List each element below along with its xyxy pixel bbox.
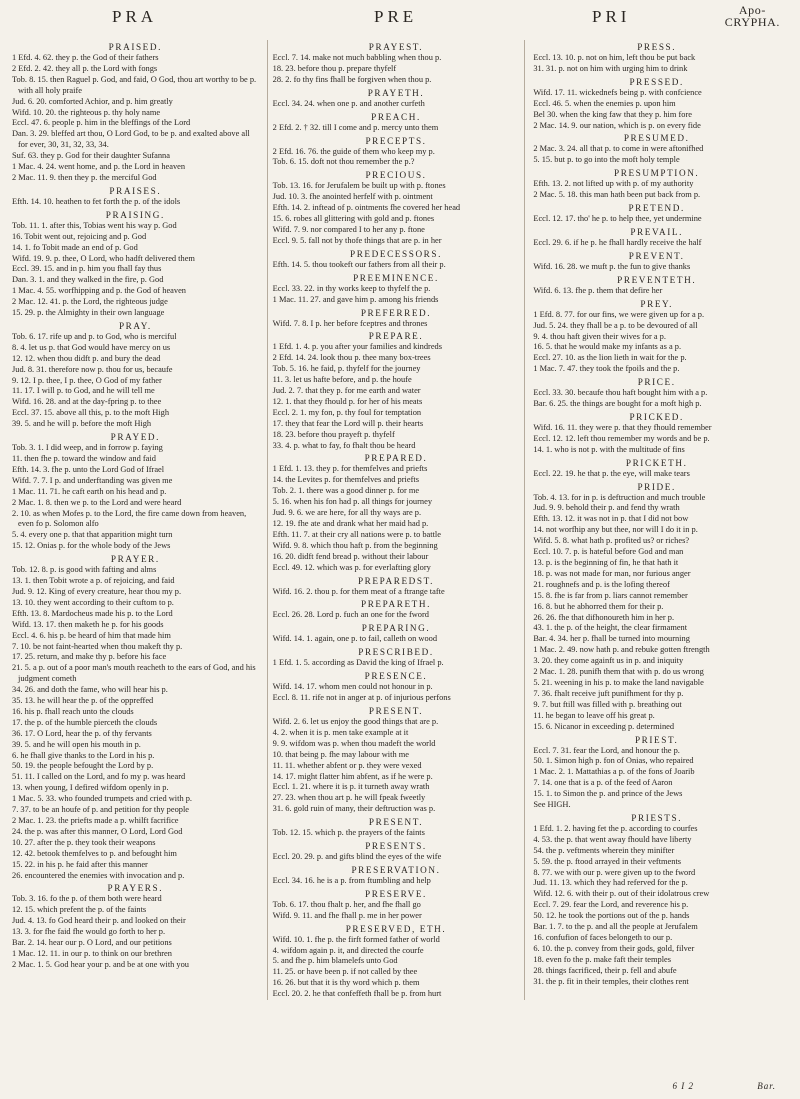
concordance-entry: Eccl. 9. 5. fall not by thofe things that are p. in her — [272, 235, 442, 245]
concordance-entry: 5. 16. when his fon had p. all things for journey — [272, 497, 433, 507]
concordance-entry: 15. 8. fhe is far from p. liars cannot remember — [533, 590, 688, 600]
concordance-entry: 13. 10. they went according to their cuftom to p. — [12, 597, 174, 607]
concordance-entry: Eccl. 2. 1. my fon, p. thy foul for temptation — [272, 407, 422, 417]
concordance-entry: Bar. 4. 34. her p. fhall be turned into mourning — [533, 634, 690, 644]
section-heading: PRAISED. — [108, 42, 163, 52]
concordance-entry: Bar. 6. 25. the things are bought for a moft high p. — [533, 399, 702, 409]
section-heading: PREVENT. — [628, 250, 685, 261]
concordance-entry: Eccl. 29. 6. if he p. he fhall hardly receive the half — [533, 237, 702, 247]
section-heading: PREVAIL. — [630, 226, 684, 237]
concordance-entry: 11. 25. or have been p. if not called by thee — [272, 967, 418, 977]
concordance-entry: Wifd. 16. 11. they were p. that they fhould remember — [533, 422, 712, 432]
concordance-entry: 2 Mac. 3. 24. all that p. to come in were aftonifhed — [533, 144, 704, 154]
concordance-entry: Tob. 2. 1. there was a good dinner p. for me — [272, 486, 420, 496]
concordance-entry: Tob. 4. 13. for in p. is deftruction and much trouble — [533, 492, 706, 502]
concordance-entry: Wifd. 6. 13. fhe p. them that defire her — [533, 285, 663, 295]
running-header — [12, 0, 780, 40]
concordance-entry: Eccl. 22. 19. he that p. the eye, will make tears — [533, 468, 690, 478]
concordance-entry: Eccl. 26. 28. Lord p. fuch an one for the fword — [272, 610, 429, 620]
concordance-entry: 35. 13. he will hear the p. of the oppreffed — [12, 696, 154, 706]
concordance-entry: 50. 12. he took the portions out of the p. hands — [533, 911, 690, 921]
concordance-entry: Tob. 3. 1. I did weep, and in forrow p. faying — [12, 443, 163, 453]
concordance-entry: Eccl. 7. 14. make not much babbling when thou p. — [272, 53, 442, 62]
concordance-entry: 36. 17. O Lord, hear the p. of thy fervants — [12, 728, 152, 738]
concordance-entry: 9. 9. wifdom was p. when thou madeft the world — [272, 738, 436, 748]
concordance-entry: Wifd. 9. 8. which thou haft p. from the beginning — [272, 540, 438, 550]
concordance-entry: Eccl. 12. 17. tho' he p. to help thee, yet undermine — [533, 214, 702, 224]
concordance-entry: Wifd. 17. 11. wickednefs being p. with confcience — [533, 87, 702, 97]
section-heading: PRESENCE. — [364, 671, 428, 682]
section-heading: PRESENT. — [368, 705, 424, 716]
concordance-entry: Jud. 8. 31. therefore now p. thou for us, becaufe — [12, 364, 173, 374]
concordance-entry: Jud. 10. 3. fhe anointed herfelf with p. ointment — [272, 192, 433, 202]
concordance-entry: Jud. 9. 9. behold their p. and fend thy wrath — [533, 503, 680, 513]
concordance-entry: Eccl. 33. 30. becaufe thou haft bought him with a p. — [533, 388, 708, 398]
concordance-entry: 12. 19. fhe ate and drank what her maid had p. — [272, 519, 429, 528]
concordance-entry: 39. 5. and he will open his mouth in p. — [12, 739, 141, 749]
concordance-entry: 14. not worfhip any but thee, nor will I do it in p. — [533, 525, 698, 535]
concordance-entry: Dan. 3. 1. and they walked in the fire, p. God — [12, 275, 164, 285]
concordance-entry: 1 Mac. 4. 55. worfhipping and p. the God of heaven — [12, 286, 186, 296]
concordance-entry: 8. 77. we with our p. were given up to the fword — [533, 867, 696, 877]
concordance-entry: 17. the p. of the humble pierceth the clouds — [12, 717, 158, 727]
concordance-entry: 50. 19. the people befought the Lord by p. — [12, 761, 154, 771]
concordance-entry: Eccl. 12. 12. left thou remember my words and be p. — [533, 433, 710, 443]
concordance-entry: Jud. 9. 12. King of every creature, hear thou my p. — [12, 586, 182, 596]
concordance-entry: Wifd. 7. 8. I p. her before fceptres and thrones — [272, 318, 428, 328]
concordance-entry: Wifd. 10. 1. fhe p. the firft formed father of world — [272, 934, 440, 944]
concordance-entry: 1 Efd. 8. 77. for our fins, we were given up for a p. — [533, 309, 705, 319]
concordance-entry: 39. 5. and he will p. before the moft High — [12, 419, 152, 429]
concordance-entry: 12. 12. when thou didft p. and bury the dead — [12, 353, 161, 363]
concordance-entry: 2 Mac. 1. 8. then we p. to the Lord and were heard — [12, 497, 182, 507]
concordance-entry: 21. 5. a p. out of a poor man's mouth reacheth to the ears of God, and his judgment cometh — [12, 663, 256, 684]
concordance-entry: 5. 4. every one p. that that apparition might turn — [12, 530, 173, 540]
concordance-entry: 28. 2. fo thy fins fhall be forgiven when thou p. — [272, 74, 432, 84]
concordance-entry: Efth. 11. 7. at their cry all nations were p. to battle — [272, 529, 441, 539]
concordance-entry: 4. wifdom again p. it, and directed the courfe — [272, 945, 424, 955]
catchword: Bar. — [757, 1081, 776, 1091]
concordance-entry: 15. 6. robes all glittering with gold and p. ftones — [272, 214, 435, 224]
concordance-entry: Wifd. 16. 28. and at the day-fpring p. to thee — [12, 397, 162, 407]
concordance-entry: 7. 14. one that is a p. of the feed of Aaron — [533, 778, 673, 788]
concordance-entry: 2 Efd. 16. 76. the guide of them who keep my p. — [272, 146, 435, 156]
concordance-entry: 33. 4. p. what to fay, fo fhalt thou be heard — [272, 440, 416, 450]
column-right — [533, 40, 780, 1000]
concordance-entry: 26. encountered the enemies with invocation and p. — [12, 870, 185, 880]
concordance-entry: 10. that being p. fhe may labour with me — [272, 749, 409, 759]
concordance-entry: 1 Mac. 7. 47. they took the fpoils and the p. — [533, 364, 680, 374]
concordance-entry: 13. 1. then Tobit wrote a p. of rejoicing, and faid — [12, 576, 175, 586]
concordance-entry: Wifd. 5. 8. what hath p. profited us? or riches? — [533, 536, 690, 546]
section-heading: PRAY. — [118, 320, 152, 331]
section-heading: PRIDE. — [637, 481, 676, 492]
concordance-entry: Wifd. 9. 11. and fhe fhall p. me in her power — [272, 910, 422, 920]
concordance-entry: 16. confufion of faces belongeth to our p. — [533, 933, 673, 942]
signature-mark: 6 I 2 — [672, 1081, 694, 1091]
concordance-entry: 15. 12. Onias p. for the whole body of the Jews — [12, 541, 171, 551]
concordance-entry: Tob. 11. 1. after this, Tobias went his way p. God — [12, 220, 177, 230]
concordance-entry: 1 Efd. 1. 4. p. you after your families and kindreds — [272, 342, 442, 352]
concordance-entry: 5. 21. weening in his p. to make the land navigable — [533, 677, 704, 687]
section-heading: PRICKETH. — [625, 457, 688, 468]
concordance-entry: Eccl. 4. 6. his p. be heard of him that made him — [12, 630, 171, 640]
concordance-entry: 50. 1. Simon high p. fon of Onias, who repaired — [533, 756, 694, 766]
column-middle — [267, 40, 526, 1000]
concordance-entry: Tob. 6. 17. rife up and p. to God, who is merciful — [12, 331, 177, 341]
section-heading: PRESENTS. — [365, 841, 427, 852]
concordance-entry: 2 Mac. 12. 41. p. the Lord, the righteous judge — [12, 297, 168, 307]
section-heading: PRECEPTS. — [365, 135, 427, 146]
concordance-entry: 31. 31. p. not on him with urging him to drink — [533, 63, 688, 73]
concordance-entry: Wifd. 7. 9. nor compared I to her any p. ftone — [272, 224, 425, 234]
concordance-entry: 1 Mac. 5. 33. who founded trumpets and cried with p. — [12, 794, 193, 804]
concordance-entry: Wifd. 14. 1. again, one p. to fail, calleth on wood — [272, 634, 438, 644]
concordance-entry: 18. even fo the p. make faft their temples — [533, 954, 672, 964]
concordance-entry: Eccl. 37. 15. above all this, p. to the moft High — [12, 408, 170, 418]
concordance-entry: 14. the Levites p. for themfelves and priefts — [272, 475, 419, 485]
concordance-entry: 11. 17. I will p. to God, and he will tell me — [12, 386, 155, 396]
concordance-entry: Eccl. 7. 31. fear the Lord, and honour the p. — [533, 745, 680, 755]
concordance-entry: 17. they that fear the Lord will p. their hearts — [272, 418, 424, 428]
concordance-entry: 18. 23. before thou p. prepare thyfelf — [272, 63, 397, 73]
concordance-entry: Efth. 14. 2. inftead of p. ointments fhe covered her head — [272, 203, 461, 213]
concordance-entry: 13. p. is the beginning of fin, he that hath it — [533, 558, 679, 567]
section-heading: PREY. — [640, 298, 673, 309]
section-heading: PRESENT. — [368, 817, 424, 828]
concordance-entry: 13. 3. for fhe faid fhe would go forth to her p. — [12, 927, 166, 937]
section-heading: PRESUMPTION. — [614, 168, 700, 179]
concordance-entry: 2 Mac. 1. 5. God hear your p. and be at one with you — [12, 959, 189, 969]
concordance-columns — [12, 40, 780, 1000]
concordance-entry: 7. 37. to be an houfe of p. and petition for thy people — [12, 805, 189, 815]
concordance-entry: 15. 1. to Simon the p. and prince of the Jews — [533, 789, 683, 799]
concordance-entry: 13. when young, I defired wifdom openly in p. — [12, 783, 169, 793]
concordance-entry: 14. 17. might flatter him abfent, as if he were p. — [272, 771, 433, 781]
concordance-entry: Bar. 1. 7. to the p. and all the people at Jerufalem — [533, 922, 698, 932]
concordance-entry: 5. 59. the p. ftood arrayed in their veftments — [533, 856, 682, 866]
concordance-entry: 2 Mac. 1. 23. the priefts made a p. whilft facrifice — [12, 816, 179, 825]
section-heading: PRESSED. — [629, 76, 684, 87]
column-left — [12, 40, 259, 1000]
section-heading: PREEMINENCE. — [353, 272, 439, 283]
concordance-entry: Wifd. 10. 20. the righteous p. thy holy name — [12, 107, 161, 117]
concordance-entry: Efth. 13. 8. Mardocheus made his p. to the Lord — [12, 608, 173, 618]
concordance-entry: 43. 1. the p. of the height, the clear firmament — [533, 623, 688, 633]
concordance-entry: 9. 12. I p. thee, I p. thee, O God of my father — [12, 375, 162, 385]
concordance-entry: 31. the p. fit in their temples, their clothes rent — [533, 976, 689, 986]
section-heading: PRIEST. — [634, 734, 679, 745]
concordance-entry: 1 Mac. 11. 71. he caft earth on his head and p. — [12, 486, 167, 496]
concordance-entry: See HIGH. — [533, 800, 571, 810]
section-heading: PREFERRED. — [360, 307, 432, 318]
section-heading: PRAYER. — [110, 554, 160, 565]
section-heading: PRICKED. — [629, 411, 684, 422]
section-heading: PRICE. — [637, 377, 676, 388]
concordance-entry: 21. roughnefs and p. is the lofing thereof — [533, 579, 670, 589]
concordance-entry: 4. 2. when it is p. men take example at it — [272, 727, 409, 737]
section-heading: PREPARED. — [364, 453, 428, 464]
concordance-entry: 17. 25. return, and make thy p. before his face — [12, 652, 167, 662]
concordance-entry: 11. then fhe p. toward the window and faid — [12, 454, 156, 463]
concordance-entry: 2 Mac. 5. 18. this man hath been put back from p. — [533, 190, 701, 200]
concordance-entry: 16. 20. didft fend bread p. without their labour — [272, 551, 429, 561]
concordance-entry: Tob. 3. 16. fo the p. of them both were heard — [12, 894, 162, 904]
concordance-entry: Wifd. 14. 17. whom men could not honour in p. — [272, 682, 433, 692]
concordance-entry: Jud. 11. 13. which they had referved for the p. — [533, 878, 688, 888]
concordance-entry: Eccl. 34. 16. he is a p. from ftumbling and help — [272, 875, 431, 885]
concordance-entry: 24. the p. was after this manner, O Lord, Lord God — [12, 826, 183, 836]
section-heading: PRESS. — [637, 42, 677, 52]
concordance-entry: Eccl. 1. 21. where it is p. it turneth away wrath — [272, 782, 430, 792]
concordance-entry: Wifd. 13. 17. then maketh he p. for his goods — [12, 619, 164, 629]
concordance-entry: 15. 22. in his p. he faid after this manner — [12, 859, 148, 869]
section-heading: PRAYEST. — [368, 42, 424, 52]
section-heading: PRIESTS. — [631, 812, 683, 823]
concordance-entry: 12. 42. betook themfelves to p. and befought him — [12, 848, 177, 858]
concordance-entry: 11. 11. whether abfent or p. they were vexed — [272, 760, 422, 770]
concordance-entry: 16. his p. fhall reach unto the clouds — [12, 706, 134, 716]
concordance-entry: 2 Mac. 14. 9. our nation, which is p. on every fide — [533, 120, 701, 130]
section-heading: PREPARE. — [368, 331, 424, 342]
concordance-entry: 14. 1. fo Tobit made an end of p. God — [12, 242, 138, 252]
section-heading: PRESERVE. — [365, 888, 427, 899]
concordance-entry: Bar. 2. 14. hear our p. O Lord, and our petitions — [12, 938, 172, 948]
concordance-entry: 1 Efd. 1. 2. having fet the p. according to courfes — [533, 823, 698, 833]
section-heading: PRESUMED. — [623, 133, 690, 144]
section-heading: PREPARING. — [361, 623, 431, 634]
section-heading: PREPARETH. — [360, 599, 432, 610]
concordance-entry: Efth. 14. 3. fhe p. unto the Lord God of Ifrael — [12, 464, 165, 474]
concordance-entry: 1 Mac. 11. 27. and gave him p. among his friends — [272, 294, 439, 304]
section-heading: PREPAREDST. — [357, 575, 435, 586]
concordance-entry: 12. 1. that they fhould p. for her of his meats — [272, 396, 423, 406]
concordance-entry: Wifd. 16. 28. we muft p. the fun to give thanks — [533, 261, 691, 271]
concordance-entry: 16. 5. that he would make my infants as a p. — [533, 342, 682, 352]
concordance-entry: Tob. 12. 15. which p. the prayers of the faints — [272, 828, 425, 838]
concordance-entry: Wifd. 12. 6. with their p. out of their idolatrous crew — [533, 889, 710, 899]
page-footer — [612, 1081, 776, 1091]
concordance-entry: 1 Efd. 4. 62. they p. the God of their fathers — [12, 53, 159, 62]
concordance-entry: Eccl. 13. 10. p. not on him, left thou be put back — [533, 53, 696, 62]
section-heading: PRAISING. — [105, 209, 165, 220]
concordance-entry: Efth. 14. 5. thou tookeft our fathers from all their p. — [272, 259, 446, 269]
concordance-entry: 2 Efd. 14. 24. look thou p. thee many box-trees — [272, 353, 431, 363]
concordance-entry: 2. 10. as when Mofes p. to the Lord, the fire came down from heaven, even fo p. Solomon alfo — [12, 508, 247, 529]
concordance-entry: Eccl. 39. 15. and in p. him you fhall fay thus — [12, 264, 162, 274]
concordance-entry: Tob. 6. 15. doft not thou remember the p.? — [272, 157, 415, 167]
section-heading: PRESERVATION. — [351, 864, 441, 875]
concordance-entry: Eccl. 34. 24. when one p. and another curfeth — [272, 98, 425, 108]
concordance-entry: 15. 29. p. the Almighty in their own language — [12, 308, 165, 318]
concordance-entry: 16. Tobit went out, rejoicing and p. God — [12, 231, 147, 241]
section-heading: PRAYETH. — [367, 87, 425, 98]
concordance-entry: Eccl. 49. 12. which was p. for everlafting glory — [272, 562, 431, 572]
concordance-entry: Tob. 12. 8. p. is good with fafting and alms — [12, 565, 157, 575]
concordance-entry: 7. 36. fhalt receive juft punifhment for thy p. — [533, 688, 684, 698]
header-center: PRE — [374, 7, 418, 26]
concordance-entry: Jud. 9. 6. we are here, for all thy ways are p. — [272, 508, 422, 518]
concordance-entry: 31. 6. gold ruin of many, their deftruction was p. — [272, 804, 436, 814]
concordance-entry: 12. 15. which prefent the p. of the faints — [12, 905, 147, 915]
section-heading: PRESCRIBED. — [358, 647, 434, 658]
header-right: PRI — [592, 7, 631, 26]
concordance-entry: 3. 20. they come againft us in p. and iniquity — [533, 656, 684, 666]
concordance-entry: Dan. 3. 29. bleffed art thou, O Lord God, to be p. and exalted above all for ever, 30, 31, 32, 33, 34. — [12, 129, 250, 150]
concordance-entry: 16. 8. but he abhorred them for their p. — [533, 601, 664, 611]
concordance-entry: Eccl. 46. 5. when the enemies p. upon him — [533, 98, 676, 108]
section-heading: PREACH. — [371, 111, 421, 122]
concordance-entry: Eccl. 10. 7. p. is hateful before God and man — [533, 547, 684, 557]
concordance-entry: 51. 11. I called on the Lord, and fo my p. was heard — [12, 772, 186, 782]
concordance-entry: 1 Efd. 1. 13. they p. for themfelves and priefts — [272, 464, 428, 474]
concordance-entry: 27. 23. when thou art p. he will fpeak fweetly — [272, 793, 426, 803]
concordance-entry: 15. 6. Nicanor in exceeding p. determined — [533, 721, 675, 731]
concordance-entry: 2 Efd. 2. 42. they all p. the Lord with fongs — [12, 63, 158, 73]
concordance-entry: 8. 4. let us p. that God would have mercy on us — [12, 342, 171, 352]
concordance-entry: 6. 10. the p. convey from their gods, gold, filver — [533, 943, 695, 953]
concordance-entry: Tob. 13. 16. for Jerufalem be built up with p. ftones — [272, 181, 446, 191]
concordance-entry: 16. 26. but that it is thy word which p. them — [272, 978, 420, 988]
concordance-entry: Jud. 2. 7. that they p. for me earth and water — [272, 386, 421, 396]
concordance-entry: Efth. 13. 2. not lifted up with p. of my authority — [533, 179, 694, 189]
concordance-entry: Eccl. 27. 10. as the lion lieth in wait for the p. — [533, 353, 687, 363]
concordance-entry: 9. 4. thou haft given their wives for a p. — [533, 331, 666, 341]
concordance-entry: 2 Mac. 11. 9. then they p. the merciful God — [12, 172, 157, 182]
concordance-entry: Jud. 4. 13. fo God heard their p. and looked on their — [12, 916, 186, 926]
concordance-entry: 2 Mac. 1. 28. punifh them that with p. do us wrong — [533, 667, 704, 677]
concordance-entry: 28. things facrificed, their p. fell and abufe — [533, 965, 677, 975]
concordance-entry: 5. 15. but p. to go into the moft holy temple — [533, 155, 680, 165]
concordance-entry: Bel 30. when the king faw that they p. him fore — [533, 109, 692, 119]
concordance-entry: 54. the p. veftments wherein they minifter — [533, 845, 675, 855]
concordance-entry: 11. he began to leave off his great p. — [533, 710, 655, 720]
concordance-entry: Tob. 5. 16. he faid, p. thyfelf for the journey — [272, 364, 421, 374]
concordance-entry: 14. 1. who is not p. with the multitude of fins — [533, 444, 685, 454]
concordance-entry: 26. 26. fhe that difhonoureth him in her p. — [533, 612, 675, 622]
concordance-entry: 34. 26. and doth the fame, who will hear his p. — [12, 685, 168, 695]
concordance-entry: 18. 23. before thou prayeft p. thyfelf — [272, 429, 395, 439]
concordance-entry: Eccl. 47. 6. people p. him in the bleffings of the Lord — [12, 118, 191, 128]
concordance-entry: Jud. 5. 24. they fhall be a p. to be devoured of all — [533, 320, 698, 330]
section-heading: PREVENTETH. — [617, 274, 697, 285]
concordance-entry: Tob. 8. 15. then Raguel p. God, and faid, O God, thou art worthy to be p. with all holy praife — [12, 74, 257, 95]
concordance-entry: 10. 27. after the p. they took their weapons — [12, 837, 156, 847]
concordance-entry: 1 Mac. 2. 1. Mattathias a p. of the fons of Joarib — [533, 767, 695, 777]
concordance-entry: Eccl. 20. 2. he that confeffeth fhall be p. from hurt — [272, 989, 442, 999]
header-corner-bottom: CRYPHA. — [724, 15, 780, 29]
header-corner — [725, 4, 780, 28]
header-corner-top: Apo- — [738, 3, 766, 17]
section-heading: PRETEND. — [628, 203, 685, 214]
concordance-entry: Efth. 14. 10. heathen to fet forth the p. of the idols — [12, 196, 181, 206]
concordance-entry: Wifd. 19. 9. p. thee, O Lord, who hadft delivered them — [12, 253, 195, 263]
concordance-entry: Eccl. 33. 22. in thy works keep to thyfelf the p. — [272, 283, 431, 293]
section-heading: PREDECESSORS. — [349, 248, 443, 259]
concordance-entry: Eccl. 20. 29. p. and gifts blind the eyes of the wife — [272, 852, 442, 862]
section-heading: PRAYED. — [110, 432, 161, 443]
concordance-entry: 11. 3. let us hafte before, and p. the houfe — [272, 375, 412, 385]
concordance-entry: Wifd. 16. 2. thou p. for them meat of a ftrange tafte — [272, 586, 445, 596]
concordance-entry: 1 Mac. 12. 11. in our p. to think on our brethren — [12, 948, 172, 958]
concordance-entry: Suf. 63. they p. God for their daughter Sufanna — [12, 151, 170, 161]
concordance-entry: Eccl. 8. 11. rife not in anger at p. of injurious perfons — [272, 693, 451, 703]
concordance-entry: Wifd. 7. 7. I p. and underftanding was given me — [12, 475, 173, 485]
concordance-entry: 1 Mac. 4. 24. went home, and p. the Lord in heaven — [12, 162, 186, 172]
concordance-entry: Tob. 6. 17. thou fhalt p. her, and fhe fhall go — [272, 899, 421, 909]
concordance-entry: 5. and fhe p. him blamelefs unto God — [272, 956, 398, 966]
section-heading: PRAISES. — [109, 185, 162, 196]
concordance-entry: 1 Mac. 2. 49. now hath p. and rebuke gotten ftrength — [533, 645, 710, 655]
section-heading: PRESERVED, ETH. — [345, 923, 447, 934]
concordance-entry: Efth. 13. 12. it was not in p. that I did not bow — [533, 514, 689, 524]
concordance-entry: Jud. 6. 20. comforted Achior, and p. him greatly — [12, 96, 173, 106]
concordance-entry: Eccl. 7. 29. fear the Lord, and reverence his p. — [533, 900, 689, 910]
section-heading: PRECIOUS. — [365, 170, 427, 181]
concordance-entry: Wifd. 2. 6. let us enjoy the good things that are p. — [272, 716, 439, 726]
concordance-entry: 18. p. was not made for man, nor furious anger — [533, 568, 691, 578]
concordance-entry: 9. 7. but ftill was filled with p. breathing out — [533, 699, 682, 709]
concordance-entry: 1 Efd. 1. 5. according as David the king of Ifrael p. — [272, 658, 444, 668]
header-left: PRA — [112, 7, 158, 26]
section-heading: PRAYERS. — [107, 883, 164, 894]
concordance-entry: 6. he fhall give thanks to the Lord in his p. — [12, 750, 155, 760]
concordance-entry: 4. 53. the p. that went away fhould have liberty — [533, 834, 692, 844]
concordance-entry: 7. 10. be not faint-hearted when thou makeft thy p. — [12, 641, 183, 651]
concordance-entry: 2 Efd. 2. † 32. till I come and p. mercy unto them — [272, 122, 439, 132]
